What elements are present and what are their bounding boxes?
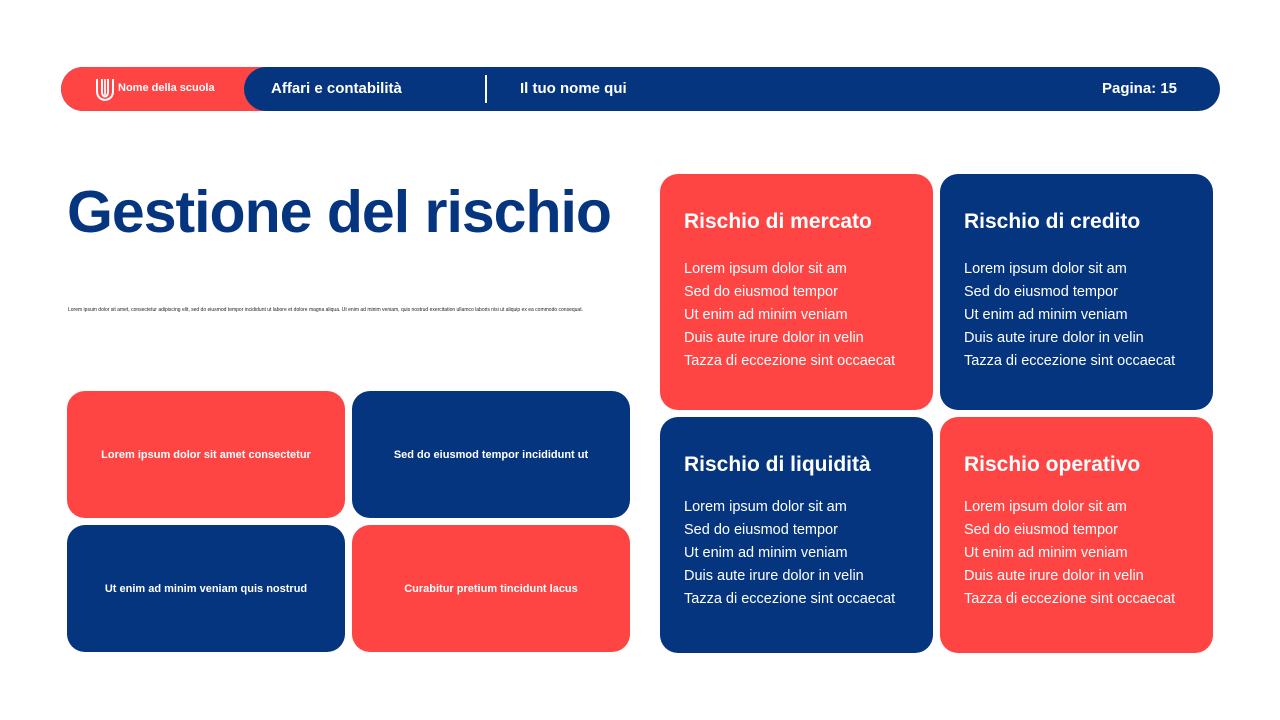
card-title: Rischio di mercato: [684, 210, 872, 233]
card-line: Lorem ipsum dolor sit am: [964, 261, 1127, 277]
card-market-risk: [660, 174, 933, 410]
page-number: Pagina: 15: [1102, 80, 1178, 97]
card-line: Ut enim ad minim veniam: [964, 307, 1128, 323]
card-line: Lorem ipsum dolor sit am: [684, 499, 847, 515]
card-list: [684, 258, 909, 373]
pill-label: Ut enim ad minim veniam quis nostrud: [104, 582, 308, 595]
course-name: Affari e contabilità: [271, 80, 402, 97]
card-list: [964, 496, 1189, 611]
intro-text: Lorem ipsum dolor sit amet, consectetur adipiscing elit, sed do eiusmod tempor incididunt ut labore et dolore magna aliqua. Ut enim ad minim veniam, quis nostrud exercitation ullamco laboris nisi ut aliquip ex ea commodo consequat.: [68, 307, 583, 313]
pill-4: [352, 525, 630, 652]
card-line: Tazza di eccezione sint occaecat: [964, 591, 1176, 607]
pill-label: Curabitur pretium tincidunt lacus: [404, 582, 578, 595]
card-line: Duis aute irure dolor in velin: [964, 330, 1144, 346]
pill-1: [67, 391, 345, 518]
card-line: Sed do eiusmod tempor: [964, 522, 1118, 538]
header-bar: [61, 67, 1220, 111]
pill-label: Lorem ipsum dolor sit amet consectetur: [101, 448, 311, 461]
header-divider: [485, 75, 487, 103]
card-line: Ut enim ad minim veniam: [684, 545, 848, 561]
card-line: Lorem ipsum dolor sit am: [684, 261, 847, 277]
card-title: Rischio di liquidità: [684, 453, 871, 476]
card-credit-risk: [940, 174, 1213, 410]
card-title: Rischio operativo: [964, 453, 1141, 476]
card-line: Tazza di eccezione sint occaecat: [684, 353, 896, 369]
card-line: Tazza di eccezione sint occaecat: [684, 591, 896, 607]
card-liquidity-risk: [660, 417, 933, 653]
card-line: Ut enim ad minim veniam: [684, 307, 848, 323]
school-badge: [61, 67, 271, 111]
card-line: Sed do eiusmod tempor: [684, 522, 838, 538]
card-line: Sed do eiusmod tempor: [964, 284, 1118, 300]
card-line: Ut enim ad minim veniam: [964, 545, 1128, 561]
card-line: Duis aute irure dolor in velin: [684, 330, 864, 346]
page-title: Gestione del rischio: [67, 179, 611, 245]
card-operational-risk: [940, 417, 1213, 653]
card-line: Duis aute irure dolor in velin: [684, 568, 864, 584]
card-line: Lorem ipsum dolor sit am: [964, 499, 1127, 515]
shield-logo-icon: [95, 78, 115, 101]
pill-label: Sed do eiusmod tempor incididunt ut: [393, 448, 589, 461]
card-list: [684, 496, 909, 611]
card-line: Duis aute irure dolor in velin: [964, 568, 1144, 584]
author-name: Il tuo nome qui: [520, 80, 627, 97]
pill-2: [352, 391, 630, 518]
card-list: [964, 258, 1189, 373]
pill-3: [67, 525, 345, 652]
card-title: Rischio di credito: [964, 210, 1141, 233]
school-name: Nome della scuola: [118, 82, 215, 94]
card-line: Tazza di eccezione sint occaecat: [964, 353, 1176, 369]
card-line: Sed do eiusmod tempor: [684, 284, 838, 300]
